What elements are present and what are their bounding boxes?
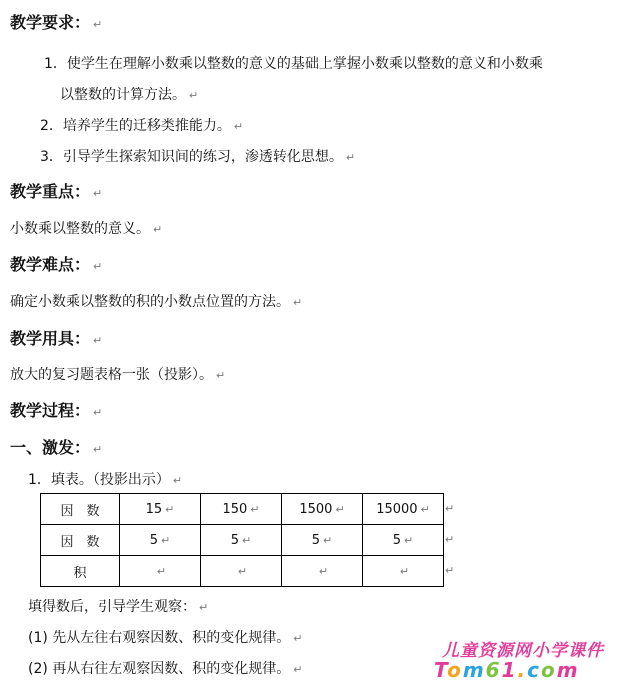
table-cell: ↵ <box>201 556 282 587</box>
paragraph-mark: ↵ <box>93 334 103 347</box>
table-cell: ↵ <box>120 556 201 587</box>
paragraph-mark: ↵ <box>293 663 303 676</box>
observe-intro: 填得数后，引导学生观察： ↵ <box>28 599 209 615</box>
requirement-1-line-a: 1．使学生在理解小数乘以整数的意义的基础上掌握小数乘以整数的意义和小数乘 <box>44 56 543 72</box>
row-label: 积 <box>41 556 120 587</box>
paragraph-mark: ↵ <box>93 443 103 456</box>
watermark-letter: c <box>527 658 541 682</box>
paragraph-mark: ↵ <box>345 151 356 164</box>
paragraph-mark: ↵ <box>216 369 226 382</box>
observe-1: (1) 先从左往右观察因数、积的变化规律。 ↵ <box>28 630 303 646</box>
paragraph-mark: ↵ <box>93 260 103 273</box>
observe-2: (2) 再从右往左观察因数、积的变化规律。 ↵ <box>28 661 303 677</box>
table-cell: 1500 ↵ <box>282 494 363 525</box>
row-end-mark: ↵ <box>445 533 455 546</box>
requirement-3: 3．引导学生探索知识间的练习，渗透转化思想。 ↵ <box>40 149 356 165</box>
table-cell: 5 ↵ <box>282 525 363 556</box>
table-cell: 5 ↵ <box>120 525 201 556</box>
tools-text: 放大的复习题表格一张（投影）。 ↵ <box>10 367 226 383</box>
difficulties-heading: 教学难点： ↵ <box>10 255 103 274</box>
row-end-mark: ↵ <box>445 502 455 515</box>
paragraph-mark: ↵ <box>93 187 103 200</box>
watermark-letter: o <box>447 658 463 682</box>
table-cell: 5 ↵ <box>201 525 282 556</box>
row-label: 因 数 <box>41 494 120 525</box>
watermark-letter: o <box>540 658 557 682</box>
process-heading: 教学过程： ↵ <box>10 401 103 420</box>
watermark-title: 儿童资源网小学课件 <box>442 641 604 661</box>
table-cell: ↵ <box>282 556 363 587</box>
watermark-domain <box>434 658 580 682</box>
paragraph-mark: ↵ <box>93 406 103 419</box>
table-cell: ↵ <box>363 556 444 587</box>
watermark-letter: 1 <box>501 658 518 682</box>
paragraph-mark: ↵ <box>293 296 303 309</box>
step1-heading: 一、激发： ↵ <box>10 438 103 457</box>
paragraph-mark: ↵ <box>189 89 199 102</box>
paragraph-mark: ↵ <box>293 632 303 645</box>
multiplication-table <box>40 493 444 587</box>
paragraph-mark: ↵ <box>153 223 163 236</box>
paragraph-mark: ↵ <box>233 120 244 133</box>
row-end-mark: ↵ <box>445 564 455 577</box>
table-row <box>41 525 444 556</box>
requirement-2: 2．培养学生的迁移类推能力。 ↵ <box>40 118 244 134</box>
fill-table-instruction: 1．填表。（投影出示） ↵ <box>28 472 183 488</box>
paragraph-mark: ↵ <box>93 18 103 31</box>
site-watermark-logo <box>428 636 620 681</box>
difficulties-text: 确定小数乘以整数的积的小数点位置的方法。 ↵ <box>10 294 303 310</box>
watermark-letter: . <box>517 658 528 682</box>
watermark-letter: m <box>556 658 580 682</box>
table-cell: 150 ↵ <box>201 494 282 525</box>
paragraph-mark: ↵ <box>199 601 209 614</box>
requirements-heading: 教学要求： ↵ <box>10 13 103 32</box>
paragraph-mark: ↵ <box>172 474 183 487</box>
key-points-heading: 教学重点： ↵ <box>10 182 103 201</box>
requirement-1-line-b: 以整数的计算方法。 ↵ <box>60 87 199 103</box>
table-row <box>41 556 444 587</box>
key-points-text: 小数乘以整数的意义。 ↵ <box>10 221 163 237</box>
table-cell: 15000 ↵ <box>363 494 444 525</box>
watermark-letter: T <box>434 658 448 682</box>
table-row <box>41 494 444 525</box>
table-cell: 15 ↵ <box>120 494 201 525</box>
watermark-letter: m <box>462 658 486 682</box>
table-cell: 5 ↵ <box>363 525 444 556</box>
row-label: 因 数 <box>41 525 120 556</box>
watermark-letter: 6 <box>485 658 502 682</box>
tools-heading: 教学用具： ↵ <box>10 329 103 348</box>
